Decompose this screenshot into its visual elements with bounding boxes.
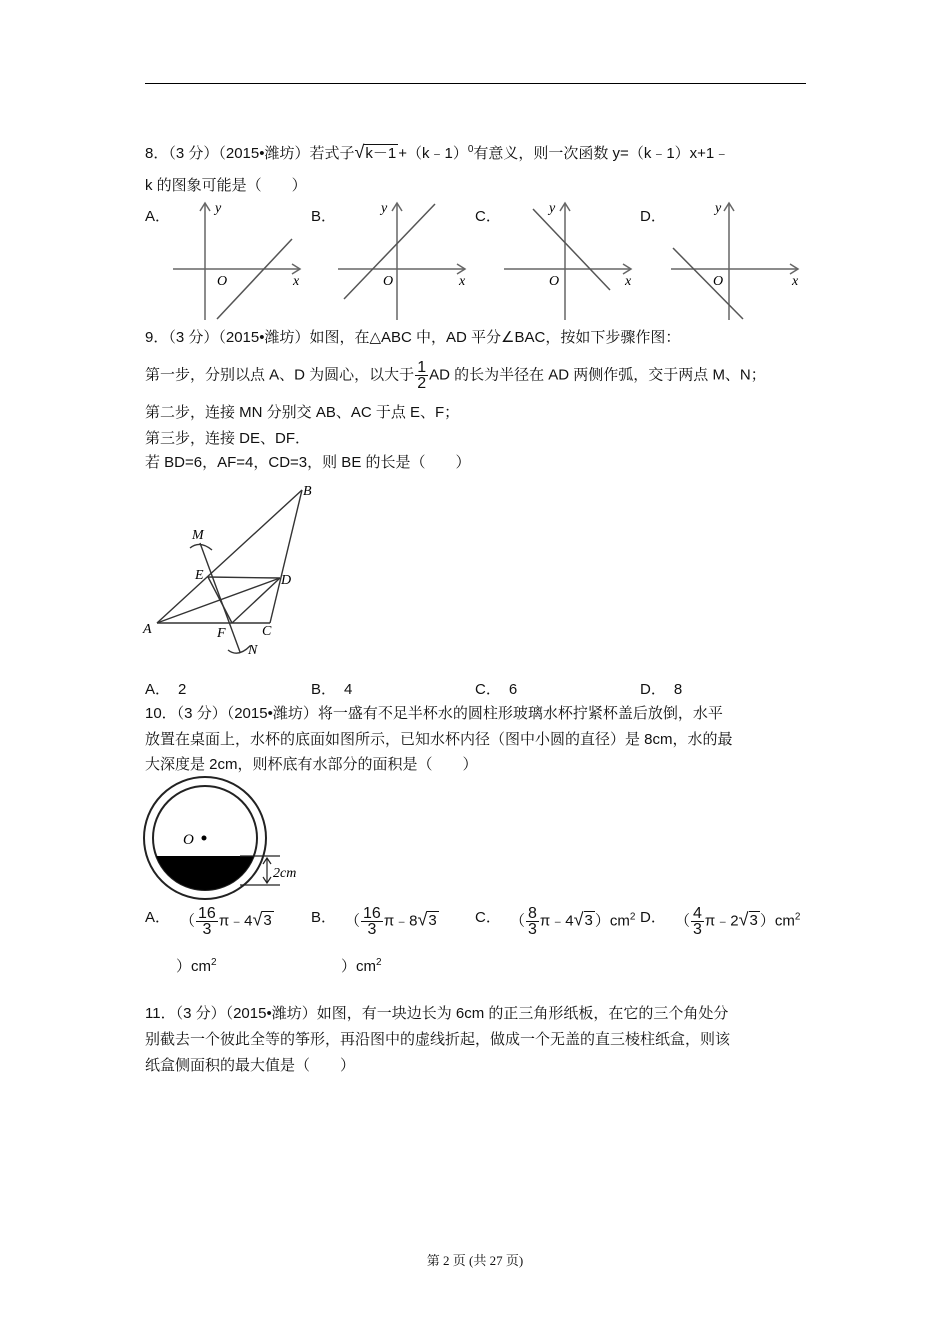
unit-exponent: 2 xyxy=(629,911,636,923)
q10-option-d-expr xyxy=(675,906,800,937)
option-label: D． xyxy=(640,681,666,698)
q8-graph-c xyxy=(498,195,643,325)
q8-text-tail: 有意义，则一次函数 y=（k﹣1）x+1﹣ xyxy=(473,145,730,162)
pi-term: π﹣2 xyxy=(704,912,739,930)
q10-cup-figure xyxy=(140,775,320,905)
q8-option-b-label: B． xyxy=(311,208,337,225)
page-footer: 第 2 页 (共 27 页) xyxy=(426,1253,524,1268)
q9-option-d xyxy=(640,678,682,699)
origin-label: O xyxy=(217,274,228,289)
q10-option-c-expr xyxy=(510,906,635,937)
origin-label: O xyxy=(713,274,724,289)
fraction-den: 3 xyxy=(528,921,537,938)
axis-x-label: x xyxy=(293,274,300,289)
radical-sign: √ xyxy=(252,909,263,930)
pi-term: π﹣8 xyxy=(383,912,418,930)
axis-y-label: y xyxy=(215,201,222,216)
unit: ）cm xyxy=(176,958,211,975)
fraction-den: 3 xyxy=(367,921,377,938)
option-label: B． xyxy=(311,681,337,698)
paren: （ xyxy=(510,912,526,930)
radical-sign: √ xyxy=(738,909,749,930)
radicand: 3 xyxy=(428,912,437,930)
q8-line1 xyxy=(145,139,729,165)
q10-option-d-label: D． xyxy=(640,909,666,926)
depth-label: 2cm xyxy=(273,866,297,881)
q9-fraction-den: 2 xyxy=(417,375,427,392)
center-o-label: O xyxy=(183,832,194,848)
option-value: 4 xyxy=(344,681,353,698)
fraction xyxy=(196,906,218,937)
header-rule xyxy=(145,83,806,84)
q9-step1-post: AD 的长为半径在 AD 两侧作弧，交于两点 M、N； xyxy=(429,366,766,384)
point-b-label: B xyxy=(303,484,312,499)
q10-line3: 大深度是 2cm，则杯底有水部分的面积是（ ） xyxy=(145,756,478,773)
q10-option-b-expr xyxy=(345,906,439,937)
q10-option-a-label: A． xyxy=(145,909,171,926)
q8-text-post: +（k﹣1） xyxy=(398,145,468,162)
axis-x-label: x xyxy=(625,274,632,289)
q10-option-c-label: C． xyxy=(475,909,501,926)
radical-sign: √ xyxy=(573,909,584,930)
origin-label: O xyxy=(549,274,560,289)
unit: ）cm xyxy=(341,958,376,975)
point-e-label: E xyxy=(195,568,204,583)
pi-term: π﹣4 xyxy=(539,912,574,930)
axis-y-label: y xyxy=(715,201,722,216)
point-f-label: F xyxy=(217,626,226,641)
unit: ）cm xyxy=(759,912,795,930)
q8-option-d-label: D． xyxy=(640,208,666,225)
q9-fraction-num: 1 xyxy=(417,359,427,376)
q10-line1: 10．（3 分）（2015•潍坊）将一盛有不足半杯水的圆柱形玻璃水杯拧紧杯盖后放倒，水平 xyxy=(145,705,723,722)
fraction-den: 3 xyxy=(202,921,212,938)
q9-option-c xyxy=(475,678,517,699)
q8-line2: k 的图象可能是（ ） xyxy=(145,177,307,194)
point-d-label: D xyxy=(281,573,292,588)
option-label: C． xyxy=(475,681,501,698)
q9-step3: 第三步，连接 DE、DF． xyxy=(145,430,311,447)
q9-line1: 9．（3 分）（2015•潍坊）如图，在△ABC 中，AD 平分∠BAC，按如下步骤作图： xyxy=(145,329,681,346)
q11-line2: 别截去一个彼此全等的筝形，再沿图中的虚线折起，做成一个无盖的直三棱柱纸盒，则该 xyxy=(145,1031,731,1048)
fraction-num: 16 xyxy=(198,905,216,922)
radical-sign: √ xyxy=(417,909,428,930)
q8-graph-a xyxy=(165,195,310,325)
paren: （ xyxy=(180,912,196,930)
q11-line1: 11．（3 分）（2015•潍坊）如图，有一块边长为 6cm 的正三角形纸板，在它的三个角处分 xyxy=(145,1005,729,1022)
axis-y-label: y xyxy=(381,201,388,216)
fraction-num: 8 xyxy=(528,905,537,922)
q9-step2: 第二步，连接 MN 分别交 AB、AC 于点 E、F； xyxy=(145,404,460,421)
radicand: 3 xyxy=(263,912,272,930)
q9-condition: 若 BD=6，AF=4，CD=3，则 BE 的长是（ ） xyxy=(145,454,471,471)
radicand: 3 xyxy=(584,912,593,930)
pi-term: π﹣4 xyxy=(218,912,253,930)
q9-step1-pre: 第一步，分别以点 A、D 为圆心，以大于 xyxy=(145,366,415,384)
unit-exponent: 2 xyxy=(211,957,217,968)
option-label: A． xyxy=(145,681,171,698)
unit-exponent: 2 xyxy=(376,957,382,968)
q8-radicand: k－1 xyxy=(365,145,397,162)
q10-option-b-unit xyxy=(341,955,382,976)
point-a-label: A xyxy=(143,622,152,637)
fraction-den: 3 xyxy=(693,921,702,938)
q11-line3: 纸盒侧面积的最大值是（ ） xyxy=(145,1057,356,1074)
q10-option-a-unit xyxy=(176,955,217,976)
paren: （ xyxy=(675,912,691,930)
fraction xyxy=(691,906,704,937)
q9-fraction xyxy=(415,360,428,391)
axis-x-label: x xyxy=(459,274,466,289)
unit-exponent: 2 xyxy=(794,911,801,923)
q8-graph-d xyxy=(665,195,810,325)
q8-option-c-label: C． xyxy=(475,208,501,225)
paren: （ xyxy=(345,912,361,930)
unit: ）cm xyxy=(594,912,630,930)
option-value: 6 xyxy=(508,681,518,698)
q9-step1 xyxy=(145,360,766,391)
point-m-label: M xyxy=(192,528,204,543)
q8-text-pre: 8．（3 分）（2015•潍坊）若式子 xyxy=(145,145,355,162)
fraction xyxy=(526,906,539,937)
point-c-label: C xyxy=(262,624,272,639)
fraction-num: 16 xyxy=(363,905,381,922)
radical-sign: √ xyxy=(354,142,365,162)
option-value: 8 xyxy=(673,681,683,698)
axis-y-label: y xyxy=(549,201,556,216)
q9-triangle-figure xyxy=(140,480,320,665)
origin-label: O xyxy=(383,274,394,289)
fraction xyxy=(361,906,383,937)
q10-line2: 放置在桌面上，水杯的底面如图所示，已知水杯内径（图中小圆的直径）是 8cm，水的最 xyxy=(145,731,733,748)
q8-exponent: 0 xyxy=(467,144,474,155)
option-value: 2 xyxy=(178,681,187,698)
q8-graph-b xyxy=(332,195,477,325)
axis-x-label: x xyxy=(792,274,799,289)
q9-option-b xyxy=(311,678,352,699)
q8-option-a-label: A． xyxy=(145,208,171,225)
point-n-label: N xyxy=(248,643,258,658)
q10-option-b-label: B． xyxy=(311,909,337,926)
fraction-num: 4 xyxy=(693,905,702,922)
q10-option-a-expr xyxy=(180,906,274,937)
radicand: 3 xyxy=(749,912,758,930)
q9-option-a xyxy=(145,678,186,699)
